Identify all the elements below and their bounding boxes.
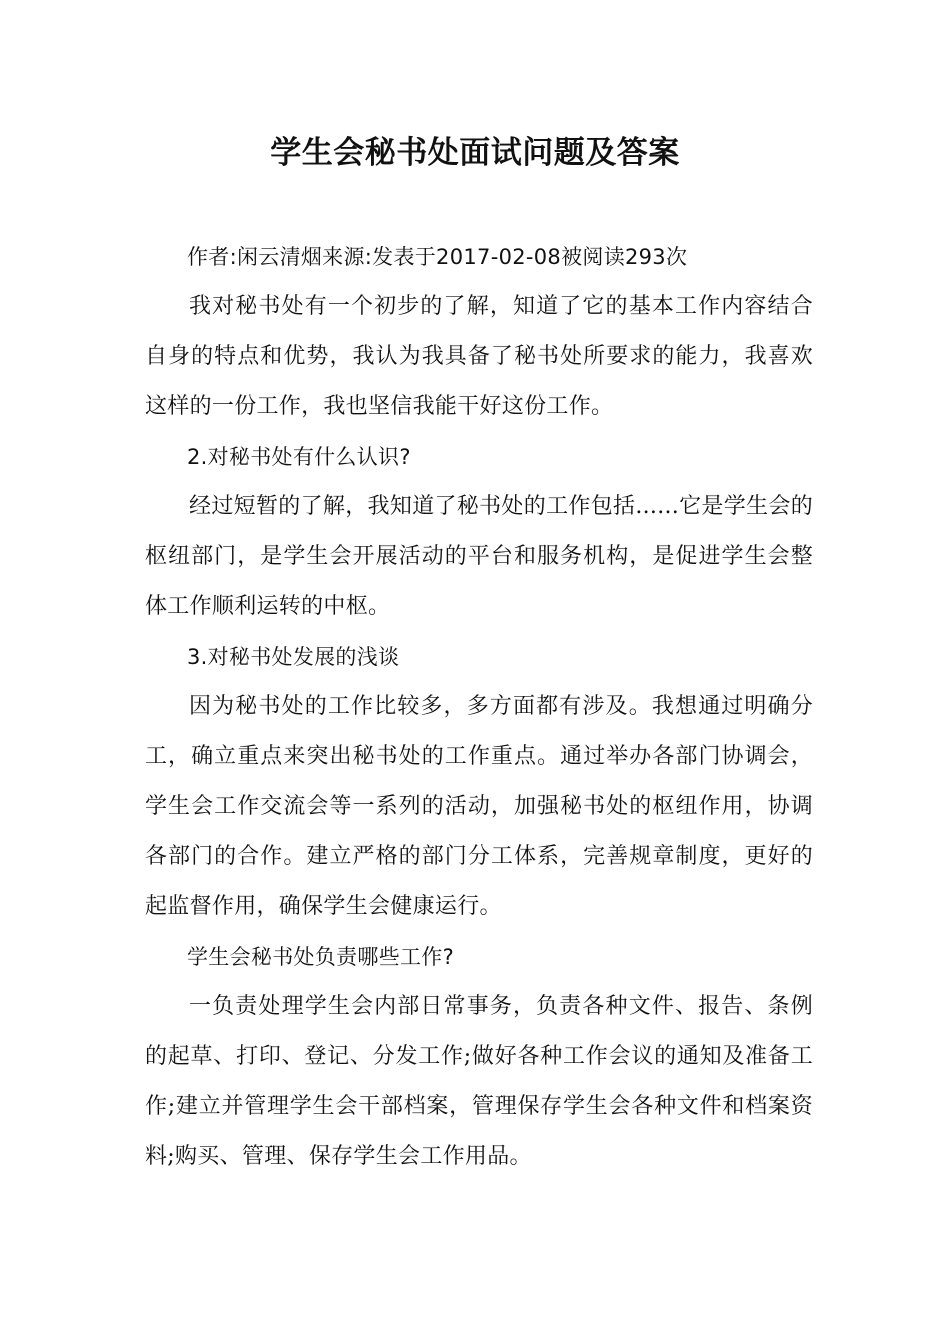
question-heading: 学生会秘书处负责哪些工作? xyxy=(187,945,455,969)
paragraph: 我对秘书处有一个初步的了解，知道了它的基本工作内容结合自身的特点和优势，我认为我具备了秘书处所要求的能力，我喜欢这样的一份工作，我也坚信我能干好这份工作。 xyxy=(145,294,813,419)
document-body xyxy=(145,232,813,1182)
paragraph: 经过短暂的了解，我知道了秘书处的工作包括......它是学生会的枢纽部门，是学生会开展活动的平台和服务机构，是促进学生会整体工作顺利运转的中枢。 xyxy=(145,494,813,619)
paragraph: 一负责处理学生会内部日常事务，负责各种文件、报告、条例的起草、打印、登记、分发工作;做好各种工作会议的通知及准备工作;建立并管理学生会干部档案，管理保存学生会各种文件和档案资料;购买、管理、保存学生会工作用品。 xyxy=(145,994,813,1169)
question-heading: 3.对秘书处发展的浅谈 xyxy=(187,645,400,669)
paragraph: 因为秘书处的工作比较多，多方面都有涉及。我想通过明确分工，确立重点来突出秘书处的工作重点。通过举办各部门协调会，学生会工作交流会等一系列的活动，加强秘书处的枢纽作用，协调各部门的合作。建立严格的部门分工体系，完善规章制度，更好的起监督作用，确保学生会健康运行。 xyxy=(145,694,813,919)
document-title: 学生会秘书处面试问题及答案 xyxy=(270,135,680,171)
article-meta: 作者:闲云清烟来源:发表于2017-02-08被阅读293次 xyxy=(187,245,688,269)
question-heading: 2.对秘书处有什么认识? xyxy=(187,445,411,469)
